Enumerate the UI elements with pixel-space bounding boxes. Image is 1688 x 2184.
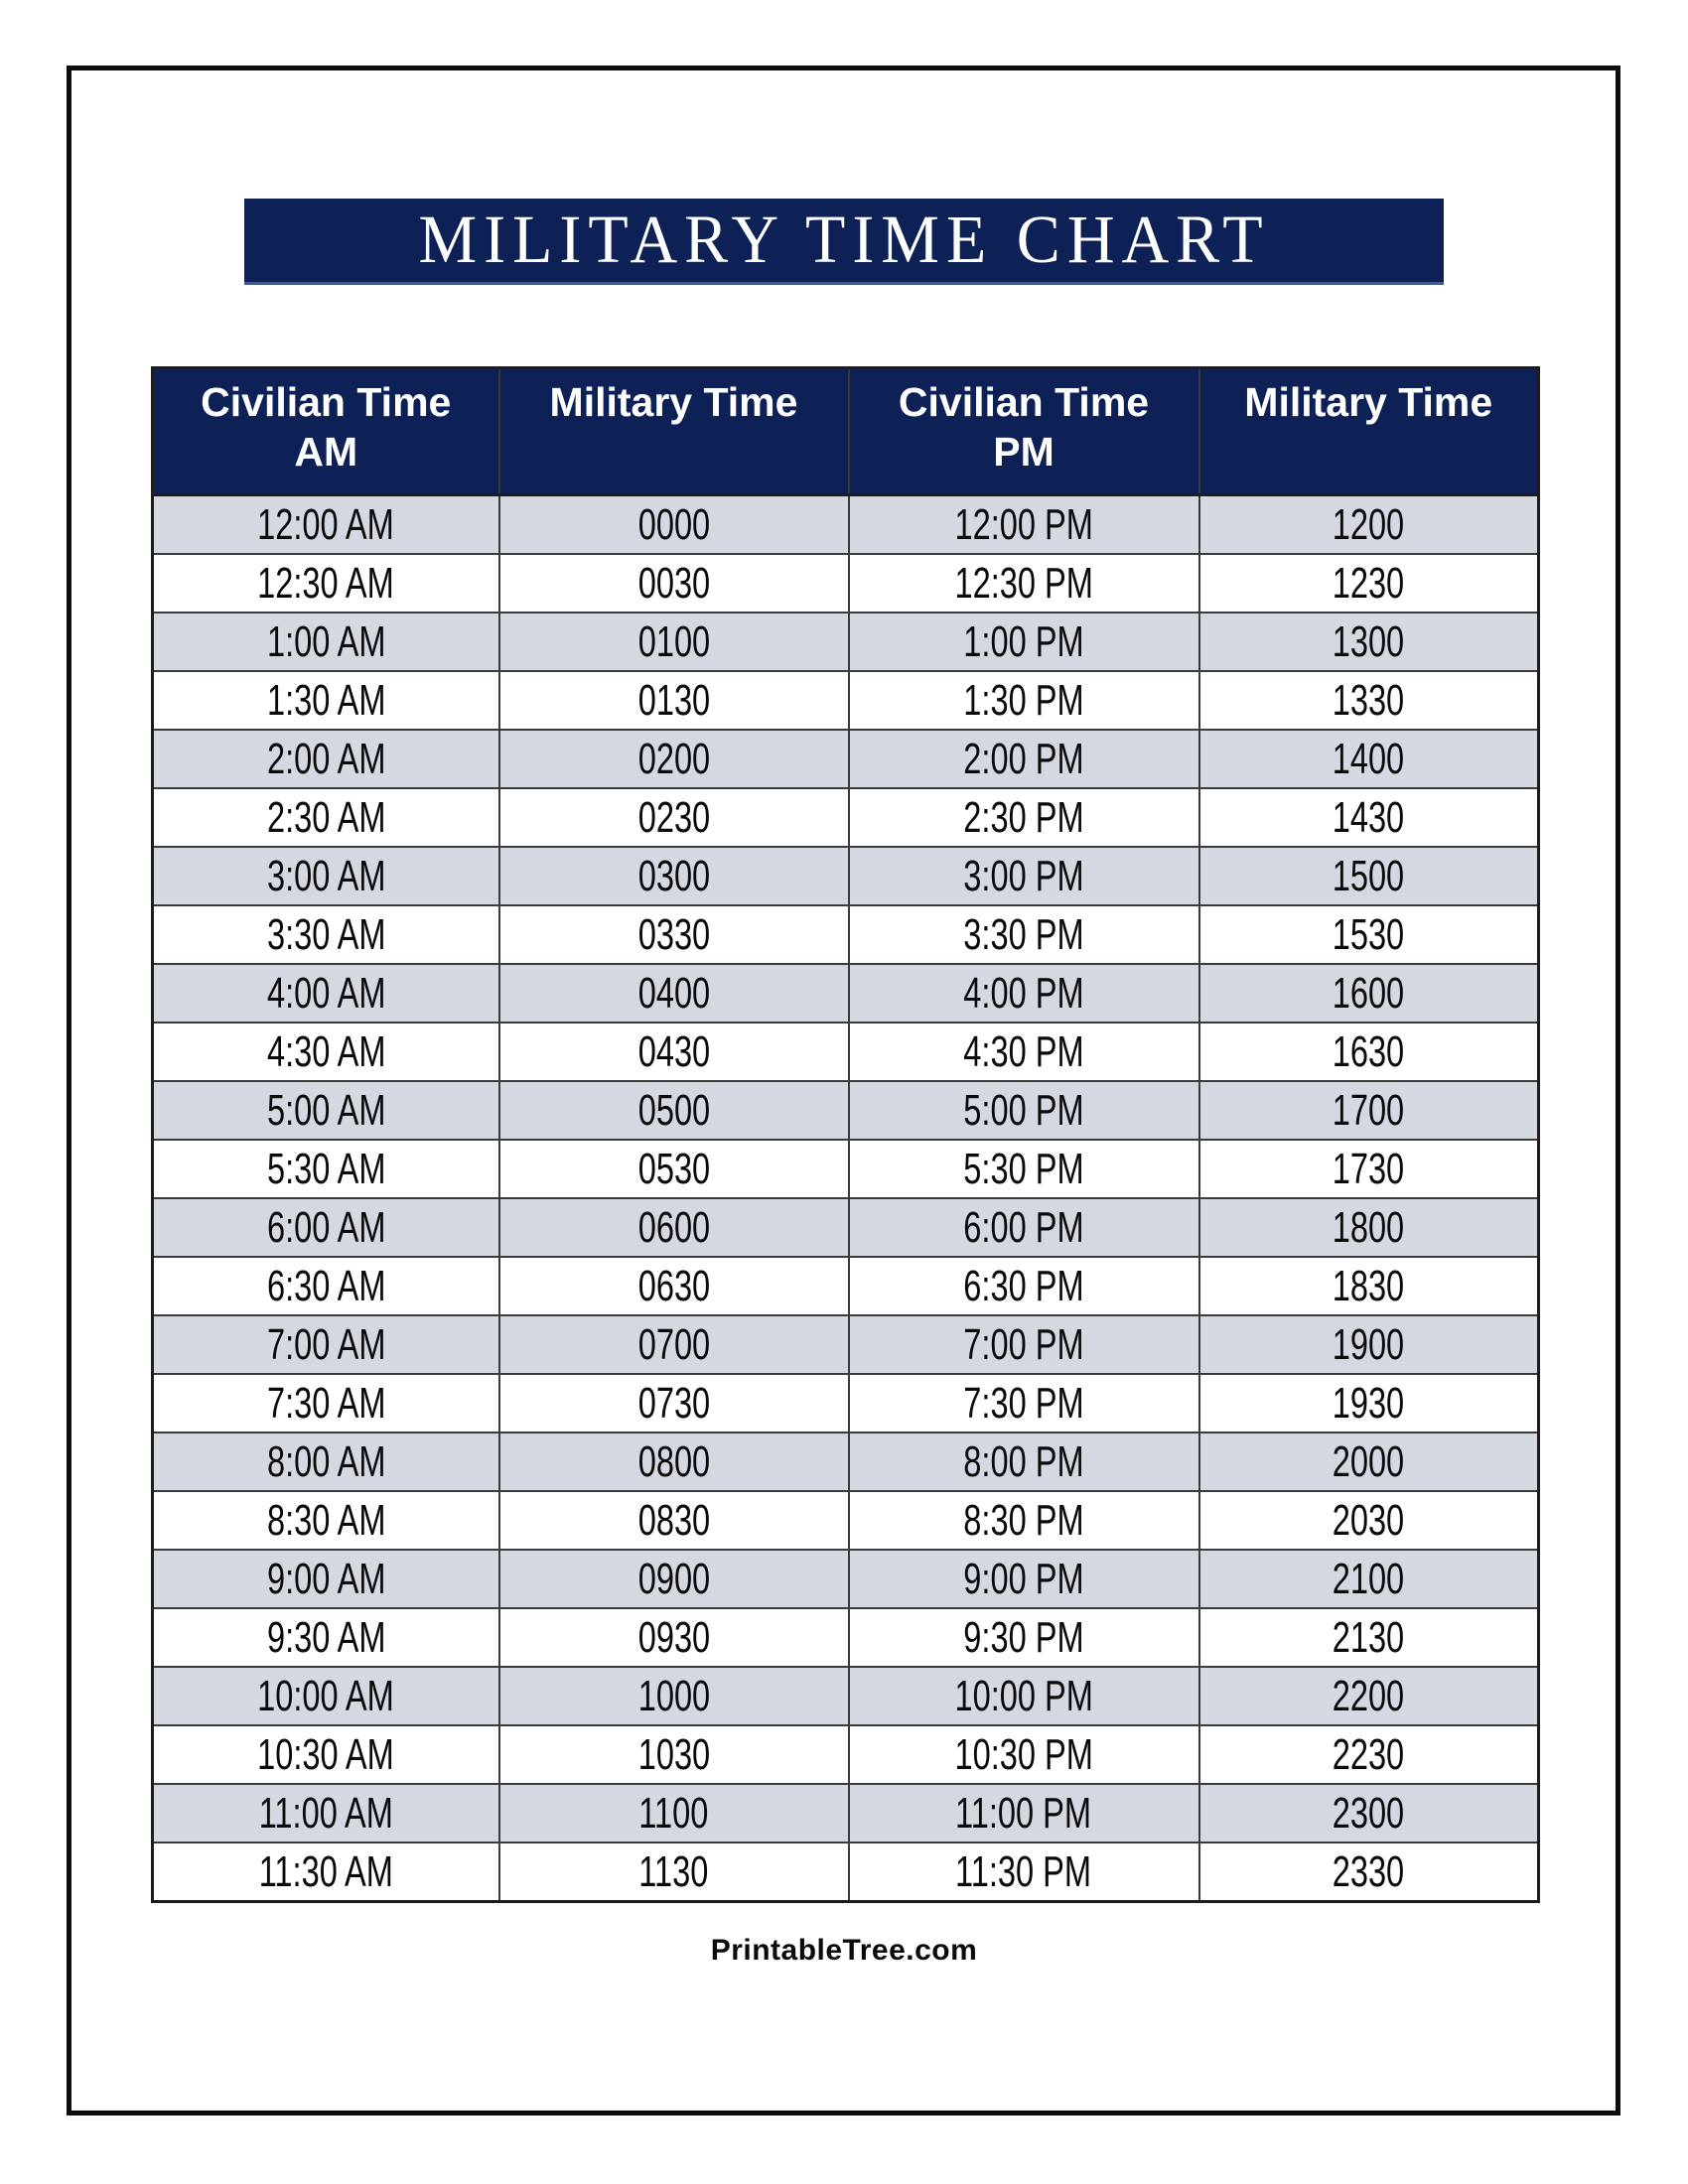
cell-military-am xyxy=(499,1843,849,1902)
cell-value: 6:00 PM xyxy=(963,1202,1084,1252)
cell-civilian-pm xyxy=(849,847,1199,905)
cell-value: 5:30 AM xyxy=(266,1144,385,1193)
cell-value: 9:00 PM xyxy=(963,1554,1084,1603)
cell-value: 2:30 PM xyxy=(963,792,1084,842)
cell-value: 1030 xyxy=(637,1729,710,1779)
cell-civilian-pm xyxy=(849,1198,1199,1257)
cell-military-am xyxy=(499,1198,849,1257)
cell-value: 10:30 PM xyxy=(954,1729,1093,1779)
cell-value: 5:00 PM xyxy=(963,1085,1084,1135)
cell-value: 11:00 AM xyxy=(258,1788,393,1838)
cell-value: 0200 xyxy=(637,734,710,783)
cell-civilian-am xyxy=(153,495,499,555)
cell-military-pm xyxy=(1199,1550,1539,1608)
cell-military-am xyxy=(499,1081,849,1140)
cell-value: 1:30 PM xyxy=(963,675,1084,725)
table-row xyxy=(153,1257,1539,1315)
cell-value: 7:30 AM xyxy=(266,1378,385,1428)
table-row xyxy=(153,613,1539,671)
cell-value: 10:00 AM xyxy=(257,1671,395,1720)
cell-civilian-am xyxy=(153,964,499,1023)
cell-value: 1830 xyxy=(1333,1261,1405,1310)
cell-military-am xyxy=(499,788,849,847)
cell-value: 0530 xyxy=(637,1144,710,1193)
table-body xyxy=(153,495,1539,1902)
cell-value: 5:00 AM xyxy=(266,1085,385,1135)
cell-civilian-pm xyxy=(849,1667,1199,1725)
cell-civilian-am xyxy=(153,1608,499,1667)
cell-value: 8:30 PM xyxy=(963,1495,1084,1545)
cell-civilian-pm xyxy=(849,905,1199,964)
cell-value: 1800 xyxy=(1333,1202,1405,1252)
cell-military-pm xyxy=(1199,1433,1539,1491)
cell-civilian-am xyxy=(153,1198,499,1257)
cell-civilian-pm xyxy=(849,788,1199,847)
table-row xyxy=(153,1608,1539,1667)
cell-military-am xyxy=(499,495,849,555)
cell-value: 2:00 AM xyxy=(266,734,385,783)
cell-civilian-pm xyxy=(849,1081,1199,1140)
cell-civilian-pm xyxy=(849,964,1199,1023)
table-row xyxy=(153,1374,1539,1433)
cell-value: 2130 xyxy=(1333,1612,1405,1662)
cell-civilian-pm xyxy=(849,1784,1199,1843)
cell-civilian-pm xyxy=(849,1023,1199,1081)
cell-value: 1630 xyxy=(1333,1026,1405,1076)
cell-civilian-am xyxy=(153,1140,499,1198)
page-title: MILITARY TIME CHART xyxy=(418,202,1270,278)
cell-value: 12:00 AM xyxy=(257,499,395,549)
cell-value: 0430 xyxy=(637,1026,710,1076)
cell-civilian-am xyxy=(153,1257,499,1315)
cell-civilian-am xyxy=(153,1433,499,1491)
cell-military-pm xyxy=(1199,730,1539,788)
cell-value: 2330 xyxy=(1333,1846,1405,1896)
cell-military-pm xyxy=(1199,964,1539,1023)
cell-civilian-am xyxy=(153,1725,499,1784)
cell-civilian-am xyxy=(153,1491,499,1550)
cell-value: 0730 xyxy=(637,1378,710,1428)
cell-value: 1:00 PM xyxy=(963,616,1084,666)
cell-military-pm xyxy=(1199,847,1539,905)
cell-value: 9:30 PM xyxy=(963,1612,1084,1662)
header-military-pm-line1: Military Time xyxy=(1244,379,1493,425)
header-civilian-am-line2: AM xyxy=(294,429,358,475)
header-civilian-pm-line1: Civilian Time xyxy=(898,379,1150,425)
cell-value: 1400 xyxy=(1333,734,1405,783)
table-row xyxy=(153,1023,1539,1081)
cell-civilian-am xyxy=(153,1667,499,1725)
cell-value: 6:30 AM xyxy=(266,1261,385,1310)
cell-value: 1:30 AM xyxy=(266,675,385,725)
cell-value: 12:30 PM xyxy=(954,558,1093,608)
cell-value: 4:30 AM xyxy=(266,1026,385,1076)
cell-military-am xyxy=(499,554,849,613)
cell-value: 0830 xyxy=(637,1495,710,1545)
cell-civilian-pm xyxy=(849,1725,1199,1784)
cell-civilian-pm xyxy=(849,1257,1199,1315)
cell-civilian-pm xyxy=(849,671,1199,730)
cell-military-pm xyxy=(1199,495,1539,555)
cell-military-pm xyxy=(1199,1315,1539,1374)
cell-value: 0630 xyxy=(637,1261,710,1310)
cell-military-pm xyxy=(1199,1491,1539,1550)
table-row xyxy=(153,554,1539,613)
cell-civilian-am xyxy=(153,730,499,788)
table-row xyxy=(153,905,1539,964)
cell-value: 1200 xyxy=(1333,499,1405,549)
cell-value: 11:00 PM xyxy=(955,1788,1092,1838)
cell-value: 1230 xyxy=(1333,558,1405,608)
cell-value: 3:00 PM xyxy=(963,851,1084,900)
cell-value: 2000 xyxy=(1333,1436,1405,1486)
cell-value: 2300 xyxy=(1333,1788,1405,1838)
cell-civilian-pm xyxy=(849,554,1199,613)
table-header-row xyxy=(153,368,1539,495)
cell-value: 1330 xyxy=(1333,675,1405,725)
cell-value: 4:30 PM xyxy=(963,1026,1084,1076)
header-military-am-line1: Military Time xyxy=(549,379,798,425)
cell-value: 10:30 AM xyxy=(257,1729,395,1779)
header-military-pm xyxy=(1199,368,1539,495)
cell-value: 0230 xyxy=(637,792,710,842)
cell-value: 0930 xyxy=(637,1612,710,1662)
cell-military-pm xyxy=(1199,1667,1539,1725)
table-row xyxy=(153,1491,1539,1550)
table-row xyxy=(153,1667,1539,1725)
cell-military-am xyxy=(499,847,849,905)
table-row xyxy=(153,1140,1539,1198)
cell-value: 10:00 PM xyxy=(954,1671,1093,1720)
table-row xyxy=(153,788,1539,847)
cell-military-am xyxy=(499,1550,849,1608)
cell-value: 2200 xyxy=(1333,1671,1405,1720)
header-civilian-am-line1: Civilian Time xyxy=(201,379,452,425)
cell-value: 2030 xyxy=(1333,1495,1405,1545)
cell-military-am xyxy=(499,1257,849,1315)
cell-value: 1600 xyxy=(1333,968,1405,1018)
cell-value: 1730 xyxy=(1333,1144,1405,1193)
cell-value: 0330 xyxy=(637,909,710,959)
cell-value: 0030 xyxy=(637,558,710,608)
cell-military-am xyxy=(499,1433,849,1491)
cell-civilian-am xyxy=(153,1315,499,1374)
cell-value: 12:30 AM xyxy=(257,558,395,608)
cell-military-pm xyxy=(1199,1081,1539,1140)
cell-civilian-am xyxy=(153,1550,499,1608)
table-row xyxy=(153,1550,1539,1608)
cell-value: 9:30 AM xyxy=(266,1612,385,1662)
header-civilian-pm xyxy=(849,368,1199,495)
table-row xyxy=(153,1843,1539,1902)
cell-civilian-pm xyxy=(849,1491,1199,1550)
cell-civilian-am xyxy=(153,788,499,847)
cell-civilian-am xyxy=(153,554,499,613)
cell-value: 2100 xyxy=(1333,1554,1405,1603)
cell-military-pm xyxy=(1199,1023,1539,1081)
cell-civilian-am xyxy=(153,1374,499,1433)
military-time-table xyxy=(151,366,1540,1903)
footer-brand-text: PrintableTree.com xyxy=(710,1934,978,1967)
cell-civilian-pm xyxy=(849,1315,1199,1374)
cell-military-pm xyxy=(1199,1198,1539,1257)
cell-civilian-pm xyxy=(849,1608,1199,1667)
cell-military-am xyxy=(499,671,849,730)
header-civilian-am xyxy=(153,368,499,495)
cell-value: 3:00 AM xyxy=(266,851,385,900)
cell-value: 0900 xyxy=(637,1554,710,1603)
cell-value: 0130 xyxy=(637,675,710,725)
cell-value: 1300 xyxy=(1333,616,1405,666)
cell-value: 1430 xyxy=(1333,792,1405,842)
cell-value: 4:00 AM xyxy=(266,968,385,1018)
cell-value: 0500 xyxy=(637,1085,710,1135)
cell-value: 3:30 PM xyxy=(963,909,1084,959)
cell-military-am xyxy=(499,613,849,671)
cell-civilian-am xyxy=(153,613,499,671)
cell-value: 1100 xyxy=(638,1788,709,1838)
cell-value: 6:00 AM xyxy=(266,1202,385,1252)
cell-military-pm xyxy=(1199,1374,1539,1433)
cell-military-am xyxy=(499,1374,849,1433)
cell-civilian-am xyxy=(153,847,499,905)
cell-military-pm xyxy=(1199,1257,1539,1315)
table-row xyxy=(153,1081,1539,1140)
cell-civilian-am xyxy=(153,1843,499,1902)
cell-value: 7:00 PM xyxy=(963,1319,1084,1369)
cell-value: 0000 xyxy=(637,499,710,549)
cell-civilian-am xyxy=(153,1081,499,1140)
cell-military-pm xyxy=(1199,1608,1539,1667)
cell-value: 1500 xyxy=(1333,851,1405,900)
table-row xyxy=(153,495,1539,555)
table-row xyxy=(153,1315,1539,1374)
cell-value: 0800 xyxy=(637,1436,710,1486)
cell-value: 7:00 AM xyxy=(266,1319,385,1369)
cell-value: 0400 xyxy=(637,968,710,1018)
cell-civilian-pm xyxy=(849,1843,1199,1902)
cell-civilian-pm xyxy=(849,613,1199,671)
cell-military-pm xyxy=(1199,788,1539,847)
table-row xyxy=(153,1725,1539,1784)
cell-value: 8:00 PM xyxy=(963,1436,1084,1486)
cell-civilian-pm xyxy=(849,1374,1199,1433)
table-row xyxy=(153,847,1539,905)
cell-value: 5:30 PM xyxy=(963,1144,1084,1193)
cell-value: 2230 xyxy=(1333,1729,1405,1779)
cell-military-am xyxy=(499,905,849,964)
cell-military-am xyxy=(499,1725,849,1784)
cell-value: 4:00 PM xyxy=(963,968,1084,1018)
cell-military-am xyxy=(499,1491,849,1550)
cell-value: 1900 xyxy=(1333,1319,1405,1369)
cell-civilian-am xyxy=(153,1784,499,1843)
cell-military-pm xyxy=(1199,671,1539,730)
cell-value: 1930 xyxy=(1333,1378,1405,1428)
cell-military-pm xyxy=(1199,613,1539,671)
cell-value: 0100 xyxy=(637,616,710,666)
cell-civilian-pm xyxy=(849,1140,1199,1198)
cell-military-pm xyxy=(1199,1140,1539,1198)
cell-military-am xyxy=(499,964,849,1023)
cell-value: 11:30 AM xyxy=(258,1846,393,1896)
header-civilian-pm-line2: PM xyxy=(993,429,1055,475)
cell-military-pm xyxy=(1199,554,1539,613)
cell-value: 1000 xyxy=(637,1671,710,1720)
cell-value: 0300 xyxy=(637,851,710,900)
cell-civilian-pm xyxy=(849,495,1199,555)
cell-value: 1:00 AM xyxy=(266,616,385,666)
table-row xyxy=(153,1198,1539,1257)
cell-value: 9:00 AM xyxy=(266,1554,385,1603)
cell-value: 12:00 PM xyxy=(954,499,1093,549)
title-banner xyxy=(244,199,1444,285)
table-row xyxy=(153,1433,1539,1491)
cell-civilian-pm xyxy=(849,1550,1199,1608)
table-row xyxy=(153,964,1539,1023)
cell-military-am xyxy=(499,1140,849,1198)
cell-value: 8:30 AM xyxy=(266,1495,385,1545)
cell-value: 7:30 PM xyxy=(963,1378,1084,1428)
cell-value: 11:30 PM xyxy=(955,1846,1092,1896)
cell-value: 1530 xyxy=(1333,909,1405,959)
cell-civilian-am xyxy=(153,671,499,730)
cell-value: 0700 xyxy=(637,1319,710,1369)
cell-civilian-am xyxy=(153,1023,499,1081)
cell-civilian-am xyxy=(153,905,499,964)
cell-value: 8:00 AM xyxy=(266,1436,385,1486)
cell-military-am xyxy=(499,1784,849,1843)
cell-military-am xyxy=(499,1608,849,1667)
cell-military-am xyxy=(499,1667,849,1725)
cell-military-am xyxy=(499,1023,849,1081)
cell-civilian-pm xyxy=(849,1433,1199,1491)
cell-military-am xyxy=(499,1315,849,1374)
cell-military-pm xyxy=(1199,905,1539,964)
cell-value: 0600 xyxy=(637,1202,710,1252)
table-row xyxy=(153,671,1539,730)
header-military-am xyxy=(499,368,849,495)
cell-value: 2:30 AM xyxy=(266,792,385,842)
cell-value: 1130 xyxy=(638,1846,709,1896)
cell-value: 1700 xyxy=(1333,1085,1405,1135)
cell-value: 6:30 PM xyxy=(963,1261,1084,1310)
cell-military-am xyxy=(499,730,849,788)
cell-civilian-pm xyxy=(849,730,1199,788)
table-row xyxy=(153,1784,1539,1843)
cell-military-pm xyxy=(1199,1784,1539,1843)
cell-military-pm xyxy=(1199,1843,1539,1902)
table-row xyxy=(153,730,1539,788)
cell-value: 3:30 AM xyxy=(266,909,385,959)
cell-military-pm xyxy=(1199,1725,1539,1784)
cell-value: 2:00 PM xyxy=(963,734,1084,783)
